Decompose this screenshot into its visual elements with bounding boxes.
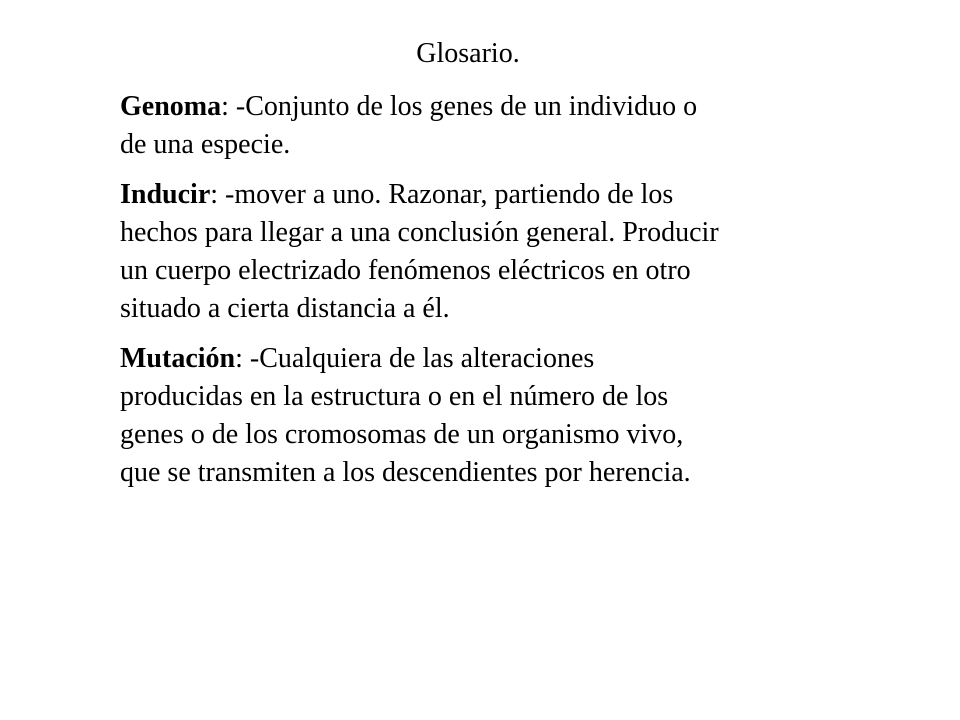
glossary-term: Inducir	[120, 179, 211, 210]
glossary-list	[120, 88, 720, 504]
glossary-term: Genoma	[120, 91, 222, 122]
slide-title: Glosario.	[416, 38, 520, 69]
glossary-definition: : -Cualquiera de las alteraciones producidas en la estructura o en el número de los genes o de los cromosomas de un organismo vivo, que se transmiten a los descendientes por herencia.	[120, 343, 691, 488]
glossary-definition: : -mover a uno. Razonar, partiendo de los hechos para llegar a una conclusión general. Producir un cuerpo electrizado fenómenos eléctricos en otro situado a cierta distancia a él.	[120, 179, 719, 324]
glossary-entry-inducir	[120, 176, 720, 328]
glossary-definition: : -Conjunto de los genes de un individuo o de una especie.	[120, 91, 698, 160]
glossary-entry-mutacion	[120, 340, 720, 492]
glossary-entry-genoma	[120, 88, 720, 164]
glossary-term: Mutación	[120, 343, 236, 374]
